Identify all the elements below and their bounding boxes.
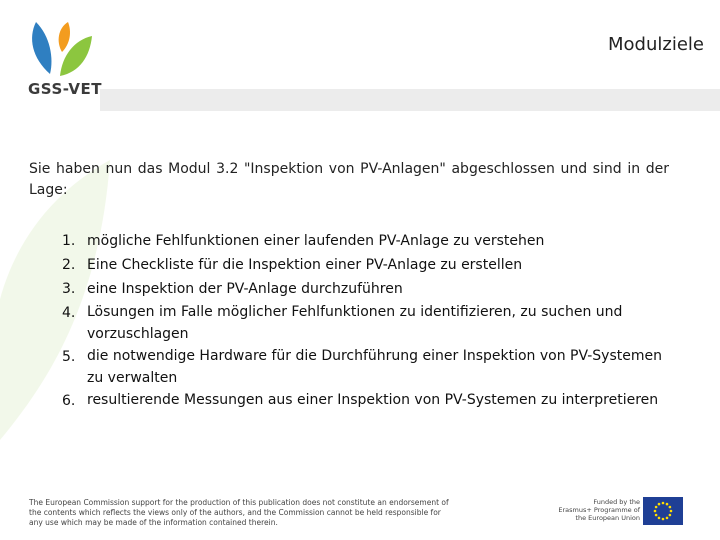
list-item: [62, 253, 672, 277]
logo-text: GSS-VET: [28, 80, 102, 98]
list-number: 6.: [62, 393, 76, 409]
eu-flag-icon: [643, 497, 683, 525]
list-text: die notwendige Hardware für die Durchführung einer Inspektion von PV-Systemen zu verwalten: [87, 348, 662, 386]
header-band: [100, 89, 720, 111]
funding-text: Funded by the Erasmus+ Programme of the European Union: [558, 498, 640, 522]
objectives-list: [62, 229, 672, 411]
list-text: resultierende Messungen aus einer Inspektion von PV-Systemen zu interpretieren: [87, 392, 659, 408]
slide-title: Modulziele: [608, 34, 704, 55]
list-number: 5.: [62, 349, 76, 365]
list-text: eine Inspektion der PV-Anlage durchzuführen: [87, 281, 403, 297]
list-text: Eine Checkliste für die Inspektion einer PV-Anlage zu erstellen: [87, 257, 523, 273]
list-text: mögliche Fehlfunktionen einer laufenden PV-Anlage zu verstehen: [87, 233, 545, 249]
intro-text: Sie haben nun das Modul 3.2 "Inspektion von PV-Anlagen" abgeschlossen und sind in der Lage:: [29, 161, 669, 198]
list-number: 3.: [62, 281, 76, 297]
list-text: Lösungen im Falle möglicher Fehlfunktionen zu identifizieren, zu suchen und vorzuschlagen: [87, 304, 623, 342]
list-item: [62, 277, 672, 301]
list-number: 1.: [62, 233, 76, 249]
list-item: [62, 389, 672, 411]
eu-disclaimer: The European Commission support for the production of this publication does not constitute an endorsement of the contents which reflects the views only of the authors, and the Commission cannot be held responsible for any use which may be made of the information contained therein.: [29, 498, 449, 527]
list-number: 4.: [62, 305, 76, 321]
list-item: [62, 229, 672, 253]
list-item: [62, 301, 672, 345]
list-number: 2.: [62, 257, 76, 273]
list-item: [62, 345, 672, 389]
